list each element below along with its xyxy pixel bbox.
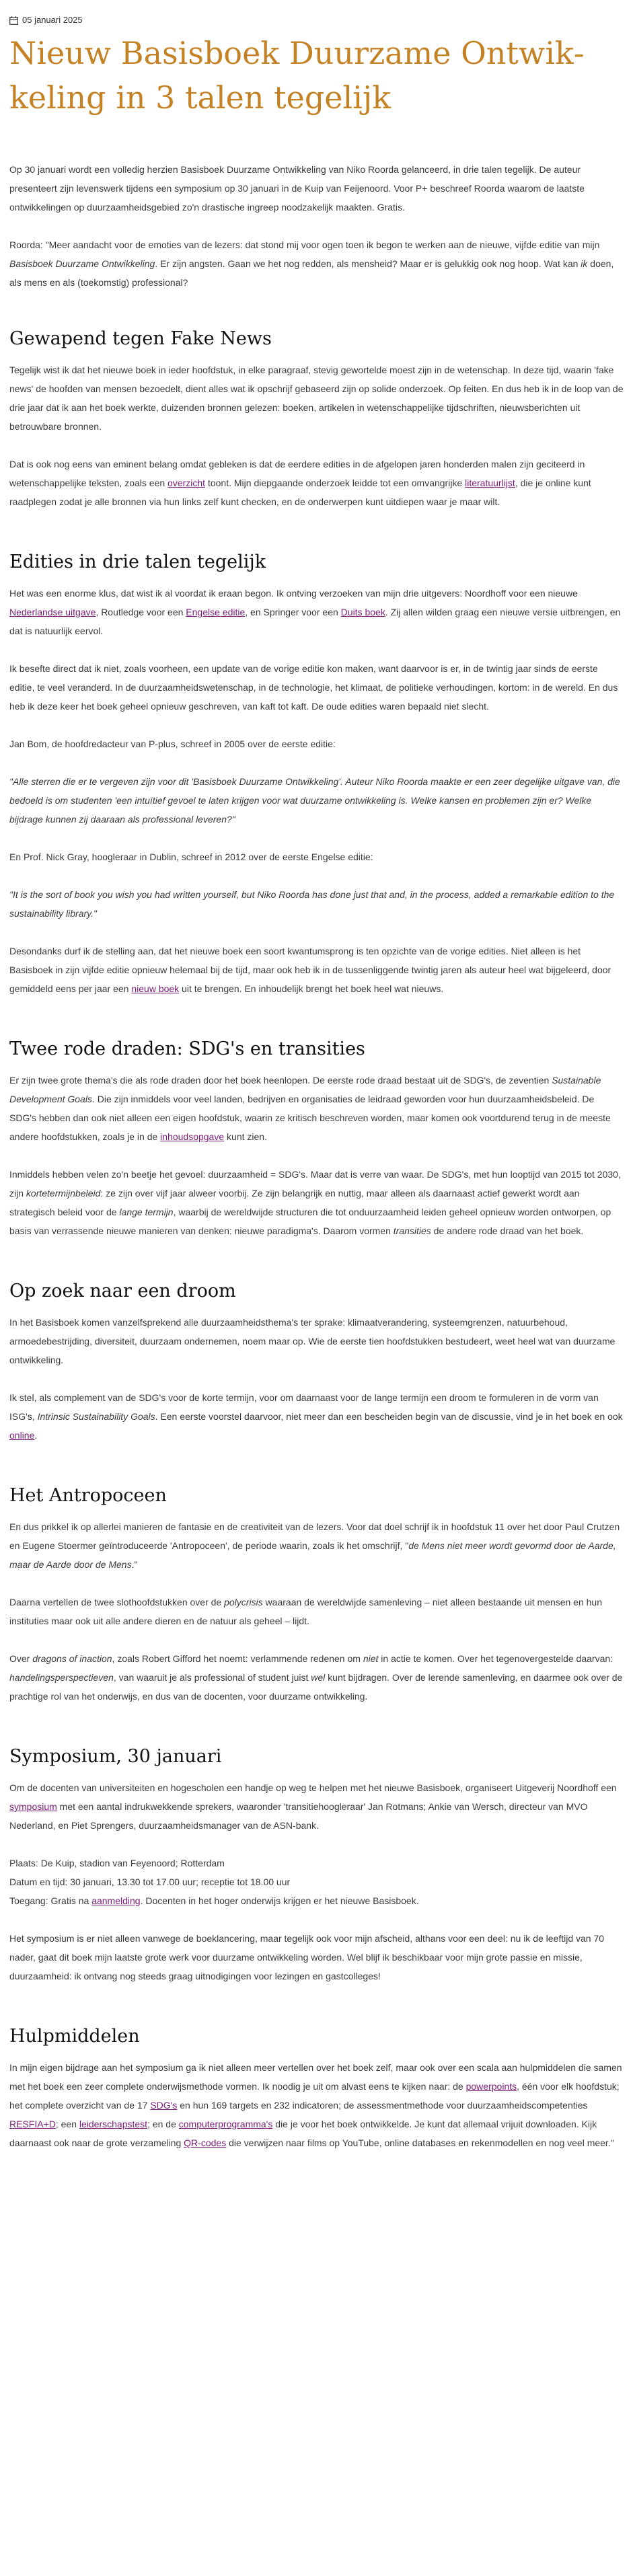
paragraph: Dat is ook nog eens van eminent belang omdat gebleken is dat de eerdere edities in de afgelopen jaren honderden malen zijn geciteerd in wetenschappelijke teksten, zoals een overzicht toont. Mijn diepgaande onderzoek leidde tot een omvangrijke literatuurlijst, die je online kunt raadplegen zodat je alle bronnen via hun links zelf kunt checken, en de onderwerpen kunt uitdiepen waar je maar wilt. [9,459,591,507]
paragraph: Jan Bom, de hoofdredacteur van P-plus, schreef in 2005 over de eerste editie: [9,738,336,749]
section-antropoceen [9,1484,624,1706]
event-access: Toegang: Gratis na aanmelding. Docenten in het hoger onderwijs krijgen er het nieuwe Basisboek. [9,1895,419,1906]
duits-boek-link[interactable]: Duits boek [340,607,385,617]
paragraph: Er zijn twee grote thema's die als rode draden door het boek heenlopen. De eerste rode draad bestaat uit de SDG's, de zeventien Sustainable Development Goals. Die zijn inmiddels voor veel landen, bedrijven en organisaties de leidraad geworden voor hun duurzaamheidsbeleid. De SDG's hebben dan ook niet alleen een eigen hoofdstuk, waarin ze kritisch beschreven worden, maar komen ook voortdurend terug in de meeste andere hoofdstukken, zoals je in de inhoudsopgave kunt zien. [9,1075,611,1142]
nederlandse-uitgave-link[interactable]: Nederlandse uitgave [9,607,96,617]
leiderschapstest-link[interactable]: leiderschapstest [79,2119,148,2129]
calendar-icon [9,16,18,25]
quote: "It is the sort of book you wish you had written yourself, but Niko Roorda has done just that and, in the process, added a remarkable edition to the sustainability library." [9,889,615,919]
page-title: Nieuw Basisboek Duurzame Ontwikkeling in 3 talen tegelijk [9,35,585,116]
sdgs-link[interactable]: SDG's [150,2100,178,2111]
paragraph: Desondanks durf ik de stelling aan, dat het nieuwe boek een soort kwantumsprong is ten opzichte van de vorige edities. Niet alleen is het Basisboek in zijn vijfde editie opnieuw helemaal bij de tijd, maar ook heb ik in de tussenliggende twintig jaren als auteur heel wat bijgeleerd, door gemiddeld eens per jaar een nieuw boek uit te brengen. En inhoudelijk brengt het boek heel wat nieuws. [9,946,611,994]
section-rode-draden [9,1037,624,1240]
online-link[interactable]: online [9,1430,35,1441]
intro-section [9,160,624,292]
publication-date [9,13,624,27]
paragraph: Om de docenten van universiteiten en hogescholen een handje op weg te helpen met het nieuwe Basisboek, organiseert Uitgeverij Noordhoff een symposium met een aantal indrukwekkende sprekers, waaronder 'transitiehoogleraar' Jan Rotmans; Ankie van Wersch, directeur van MVO Nederland, en Piet Sprengers, duurzaamheidsmanager van de ASN-bank. [9,1782,617,1831]
event-details [9,1854,624,1910]
paragraph: En Prof. Nick Gray, hoogleraar in Dublin, schreef in 2012 over de eerste Engelse editie: [9,851,373,862]
engelse-editie-link[interactable]: Engelse editie [186,607,246,617]
literatuurlijst-link[interactable]: literatuurlijst [465,478,515,488]
section-heading: Twee rode draden: SDG's en transities [9,1038,365,1059]
paragraph: Het symposium is er niet alleen vanwege de boeklancering, maar tegelijk ook voor mijn afscheid, althans voor een deel: nu ik de leeftijd van 70 nader, gaat dit boek mijn laatste grote werk voor duurzame ontwikkeling worden. Wel blijf ik beschikbaar voor mijn grote passie en missie, duurzaamheid: ik ontvang nog steeds graag uitnodigingen voor lezingen en gastcolleges! [9,1933,605,1981]
powerpoints-link[interactable]: powerpoints [466,2081,517,2092]
aanmelding-link[interactable]: aanmelding [91,1895,141,1906]
paragraph: Inmiddels hebben velen zo'n beetje het gevoel: duurzaamheid = SDG's. Maar dat is verre van waar. De SDG's, met hun looptijd van 2015 tot 2030, zijn kortetermijnbeleid: ze zijn over vijf jaar alweer voorbij. Ze zijn belangrijk en nuttig, maar alleen als daarnaast actief gewerkt wordt aan strategisch beleid voor de lange termijn, waarbij de wereldwijde structuren die tot onduurzaamheid leiden geheel opnieuw worden ontworpen, op basis van verrassende nieuwe manieren van denken: nieuwe paradigma's. Daarom vormen transities de andere rode draad van het boek. [9,1169,621,1236]
inhoudsopgave-link[interactable]: inhoudsopgave [160,1131,225,1142]
paragraph: Het was een enorme klus, dat wist ik al voordat ik eraan begon. Ik ontving verzoeken van mijn drie uitgevers: Noordhoff voor een nieuwe Nederlandse uitgave, Routledge voor een Engelse editie, en Springer voor een Duits boek. Zij allen wilden graag een nieuwe versie uitbrengen, en dat is natuurlijk eervol. [9,588,621,636]
computerprogrammas-link[interactable]: computerprogramma's [178,2119,273,2129]
section-heading: Gewapend tegen Fake News [9,328,272,349]
event-datetime: Datum en tijd: 30 januari, 13.30 tot 17.00 uur; receptie tot 18.00 uur [9,1877,291,1887]
paragraph: En dus prikkel ik op allerlei manieren de fantasie en de creativiteit van de lezers. Voor dat doel schrijf ik in hoofdstuk 11 over het door Paul Crutzen en Eugene Stoermer geïntroduceerde 'Antropoceen', de periode waarin, zoals ik het omschrijf, "de Mens niet meer wordt gevormd door de Aarde, maar de Aarde door de Mens." [9,1521,620,1570]
section-fake-news [9,327,624,511]
overzicht-link[interactable]: overzicht [167,478,206,488]
event-place: Plaats: De Kuip, stadion van Feyenoord; Rotterdam [9,1858,225,1868]
section-droom [9,1279,624,1445]
nieuw-boek-link[interactable]: nieuw boek [131,983,180,994]
paragraph: Over dragons of inaction, zoals Robert Gifford het noemt: verlammende redenen om niet in actie te komen. Over het tegenovergestelde daarvan: handelingsperspectieven, van waaruit je als professional of student juist wel kunt bijdragen. Over de lerende samenleving, en daarmee ook over de prachtige rol van het onderwijs, en dus van de docenten, voor duurzame ontwikkeling. [9,1653,623,1702]
section-symposium [9,1745,624,1985]
paragraph: In het Basisboek komen vanzelfsprekend alle duurzaamheidsthema's ter sprake: klimaatverandering, systeemgrenzen, natuurbehoud, armoedebestrijding, diversiteit, duurzaam ondernemen, noem maar op. Wie de eerste tien hoofdstukken bestudeert, weet heel wat van duurzame ontwikkeling. [9,1317,616,1365]
section-heading: Symposium, 30 januari [9,1746,222,1767]
paragraph: In mijn eigen bijdrage aan het symposium ga ik niet alleen meer vertellen over het boek zelf, maar ook over een scala aan hulpmiddelen die samen met het boek een zeer complete onderwijsmethode vormen. Ik noodig je uit om alvast eens te kijken naar: de powerpoints, één voor elk hoofdstuk; het complete overzicht van de 17 SDG's en hun 169 targets en 232 indicatoren; de assessmentmethode voor duurzaamheidscompetenties RESFIA+D; een leiderschapstest; en de computerprogramma's die je voor het boek ontwikkelde. Je kunt dat allemaal vrijuit downloaden. Kijk daarnaast ook naar de grote verzameling QR-codes die verwijzen naar films op YouTube, online databases en rekenmodellen en nog veel meer." [9,2062,622,2148]
resfia-link[interactable]: RESFIA+D [9,2119,56,2129]
paragraph: Ik stel, als complement van de SDG's voor de korte termijn, voor om daarnaast voor de lange termijn een droom te formuleren in de vorm van ISG's, Intrinsic Sustainability Goals. Een eerste voorstel daarvoor, niet meer dan een bescheiden begin van de discussie, vind je in het boek en ook online. [9,1392,623,1441]
paragraph: Tegelijk wist ik dat het nieuwe boek in ieder hoofdstuk, in elke paragraaf, stevig gewortelde moest zijn in de wetenschap. In deze tijd, waarin 'fake news' de hoofden van mensen bezoedelt, dient alles wat ik opschrijf gebaseerd zijn op solide onderzoek. Op feiten. En dus heb ik in de loop van de drie jaar dat ik aan het boek werkte, duizenden bronnen gelezen: boeken, artikelen in wetenschappelijke tijdschriften, nieuwsberichten uit betrouwbare bronnen. [9,365,624,432]
section-heading: Hulpmiddelen [9,2026,140,2047]
section-hulpmiddelen [9,2024,624,2152]
date-text: 05 januari 2025 [22,15,83,25]
paragraph: Ik besefte direct dat ik niet, zoals voorheen, een update van de vorige editie kon maken, want daarvoor is er, in de twintig jaar sinds de eerste editie, te veel veranderd. In de duurzaamheidswetenschap, in de technologie, het klimaat, de politieke verhoudingen, kortom: in de wereld. En dus heb ik deze keer het boek geheel opnieuw geschreven, van kaft tot kaft. De oude edities waren bepaald niet slecht. [9,663,618,712]
section-heading: Het Antropoceen [9,1485,167,1506]
section-heading: Op zoek naar een droom [9,1281,236,1301]
section-edities [9,550,624,998]
qr-codes-link[interactable]: QR-codes [184,2137,227,2148]
intro-paragraph-1: Op 30 januari wordt een volledig herzien Basisboek Duurzame Ontwikkeling van Niko Roorda gelanceerd, in drie talen tegelijk. De auteur presenteert zijn levenswerk tijdens een symposium op 30 januari in de Kuip van Feijenoord. Voor P+ beschreef Roorda waarom de laatste ontwikkelingen op duurzaamheidsgebied zo'n drastische ingreep noodzakelijk maakten. Gratis. [9,164,585,213]
quote: "Alle sterren die er te vergeven zijn voor dit 'Basisboek Duurzame Ontwikkeling'. Auteur Niko Roorda maakte er een zeer degelijke uitgave van, die bedoeld is om studenten 'een intuïtief gevoel te laten krijgen voor wat duurzame ontwikkeling is. Welke kansen en problemen zijn er? Welke bijdrage kunnen zij daaraan als professional leveren?" [9,776,620,825]
section-heading: Edities in drie talen tegelijk [9,552,266,572]
paragraph: Daarna vertellen de twee slothoofdstukken over de polycrisis waaraan de wereldwijde samenleving – niet alleen bestaande uit mensen en hun instituties maar ook uit alle andere dieren en de natuur als geheel – lijdt. [9,1597,603,1626]
symposium-link[interactable]: symposium [9,1801,57,1812]
intro-paragraph-2: Roorda: "Meer aandacht voor de emoties van de lezers: dat stond mij voor ogen toen ik begon te werken aan de nieuwe, vijfde editie van mijn Basisboek Duurzame Ontwikkeling. Er zijn angsten. Gaan we het nog redden, als mensheid? Maar er is gelukkig ook nog hoop. Wat kan ik doen, als mens en als (toekomstig) professional? [9,239,614,288]
